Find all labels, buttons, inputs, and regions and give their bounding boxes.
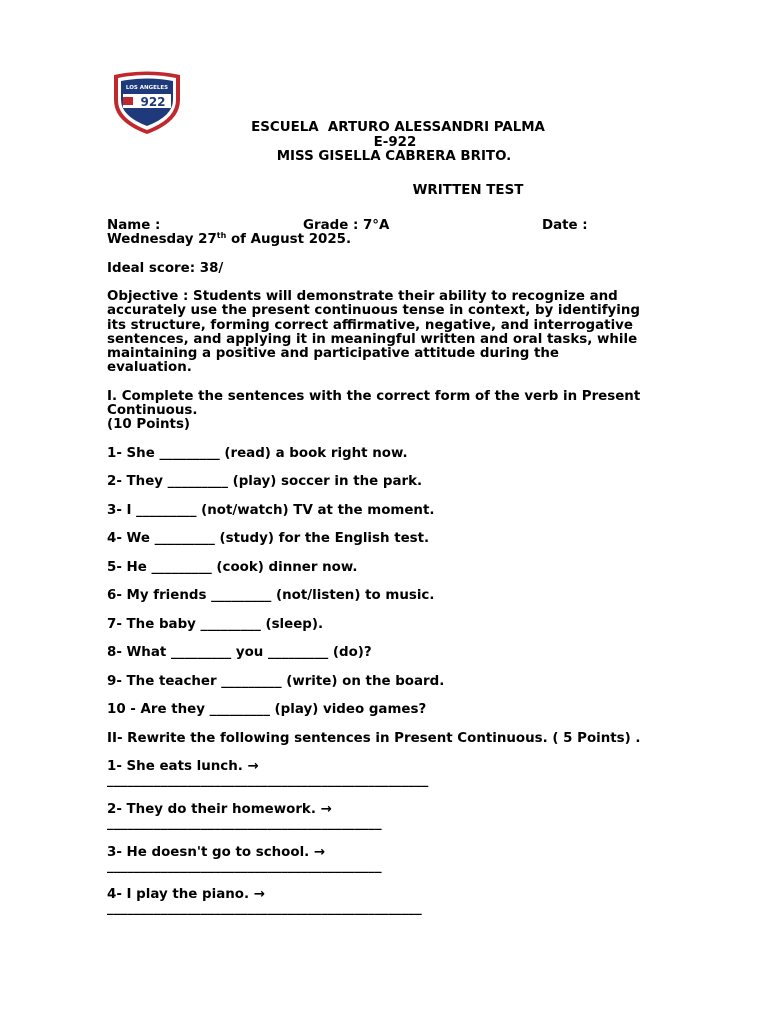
student-info-row — [107, 219, 647, 233]
exercise-1-item: 6- My friends _________ (not/listen) to music. — [107, 588, 435, 604]
grade-label: Grade : 7°A — [303, 218, 390, 233]
section-1-points: (10 Points) — [107, 417, 191, 433]
test-title: WRITTEN TEST — [412, 182, 524, 198]
answer-line: _________________________________________ — [107, 816, 382, 832]
exercise-1-item: 3- I _________ (not/watch) TV at the moment. — [107, 502, 435, 518]
section-2-title: II- Rewrite the following sentences in Present Continuous. ( 5 Points) . — [107, 730, 641, 746]
school-code: E-922 — [373, 134, 417, 150]
exercise-1-item: 7- The baby _________ (sleep). — [107, 616, 324, 632]
exercise-2-item: 2- They do their homework. → — [107, 801, 332, 817]
exercise-1-item: 8- What _________ you _________ (do)? — [107, 645, 372, 661]
exercise-1-item: 2- They _________ (play) soccer in the park. — [107, 474, 423, 490]
objective-text: Objective : Students will demonstrate their ability to recognize and accurately use the present continuous tense in context, by identifying its structure, forming correct affirmative, negative, and interrogative sentences, and applying it in meaningful written and oral tasks, while maintaining a positive and participative attitude during the evaluation. — [107, 289, 640, 376]
exercise-1-item: 5- He _________ (cook) dinner now. — [107, 559, 358, 575]
exercise-2-item: 3- He doesn't go to school. → — [107, 844, 326, 860]
date-weekday: Wednesday 27 — [107, 232, 217, 248]
exercise-1-item: 4- We _________ (study) for the English test. — [107, 531, 430, 547]
answer-line: _________________________________________ — [107, 858, 382, 874]
exercise-2-item: 4- I play the piano. → — [107, 887, 265, 903]
name-label: Name : — [107, 218, 161, 233]
document-header — [106, 121, 766, 198]
exercise-1-item: 9- The teacher _________ (write) on the board. — [107, 673, 445, 689]
date-value — [107, 233, 647, 247]
logo-number: 922 — [140, 95, 166, 109]
exercise-1-item: 10 - Are they _________ (play) video games? — [107, 702, 427, 718]
date-suffix: th — [216, 231, 227, 241]
worksheet-body — [107, 219, 647, 917]
ideal-score: Ideal score: 38/ — [107, 260, 224, 276]
logo-top-text: LOS ANGELES — [125, 85, 169, 91]
answer-line: ________________________________________________ — [107, 773, 429, 789]
answer-line: _______________________________________________ — [107, 901, 422, 917]
teacher-name: MISS GISELLA CABRERA BRITO. — [276, 149, 512, 164]
exercise-2-item: 1- She eats lunch. → — [107, 759, 259, 775]
section-1-title: I. Complete the sentences with the correct form of the verb in Present Continuous. — [107, 388, 641, 418]
date-rest: of August 2025. — [226, 232, 352, 248]
school-name: ESCUELA ARTURO ALESSANDRI PALMA — [251, 120, 545, 135]
exercise-1-item: 1- She _________ (read) a book right now. — [107, 445, 408, 461]
date-label: Date : — [542, 218, 588, 233]
